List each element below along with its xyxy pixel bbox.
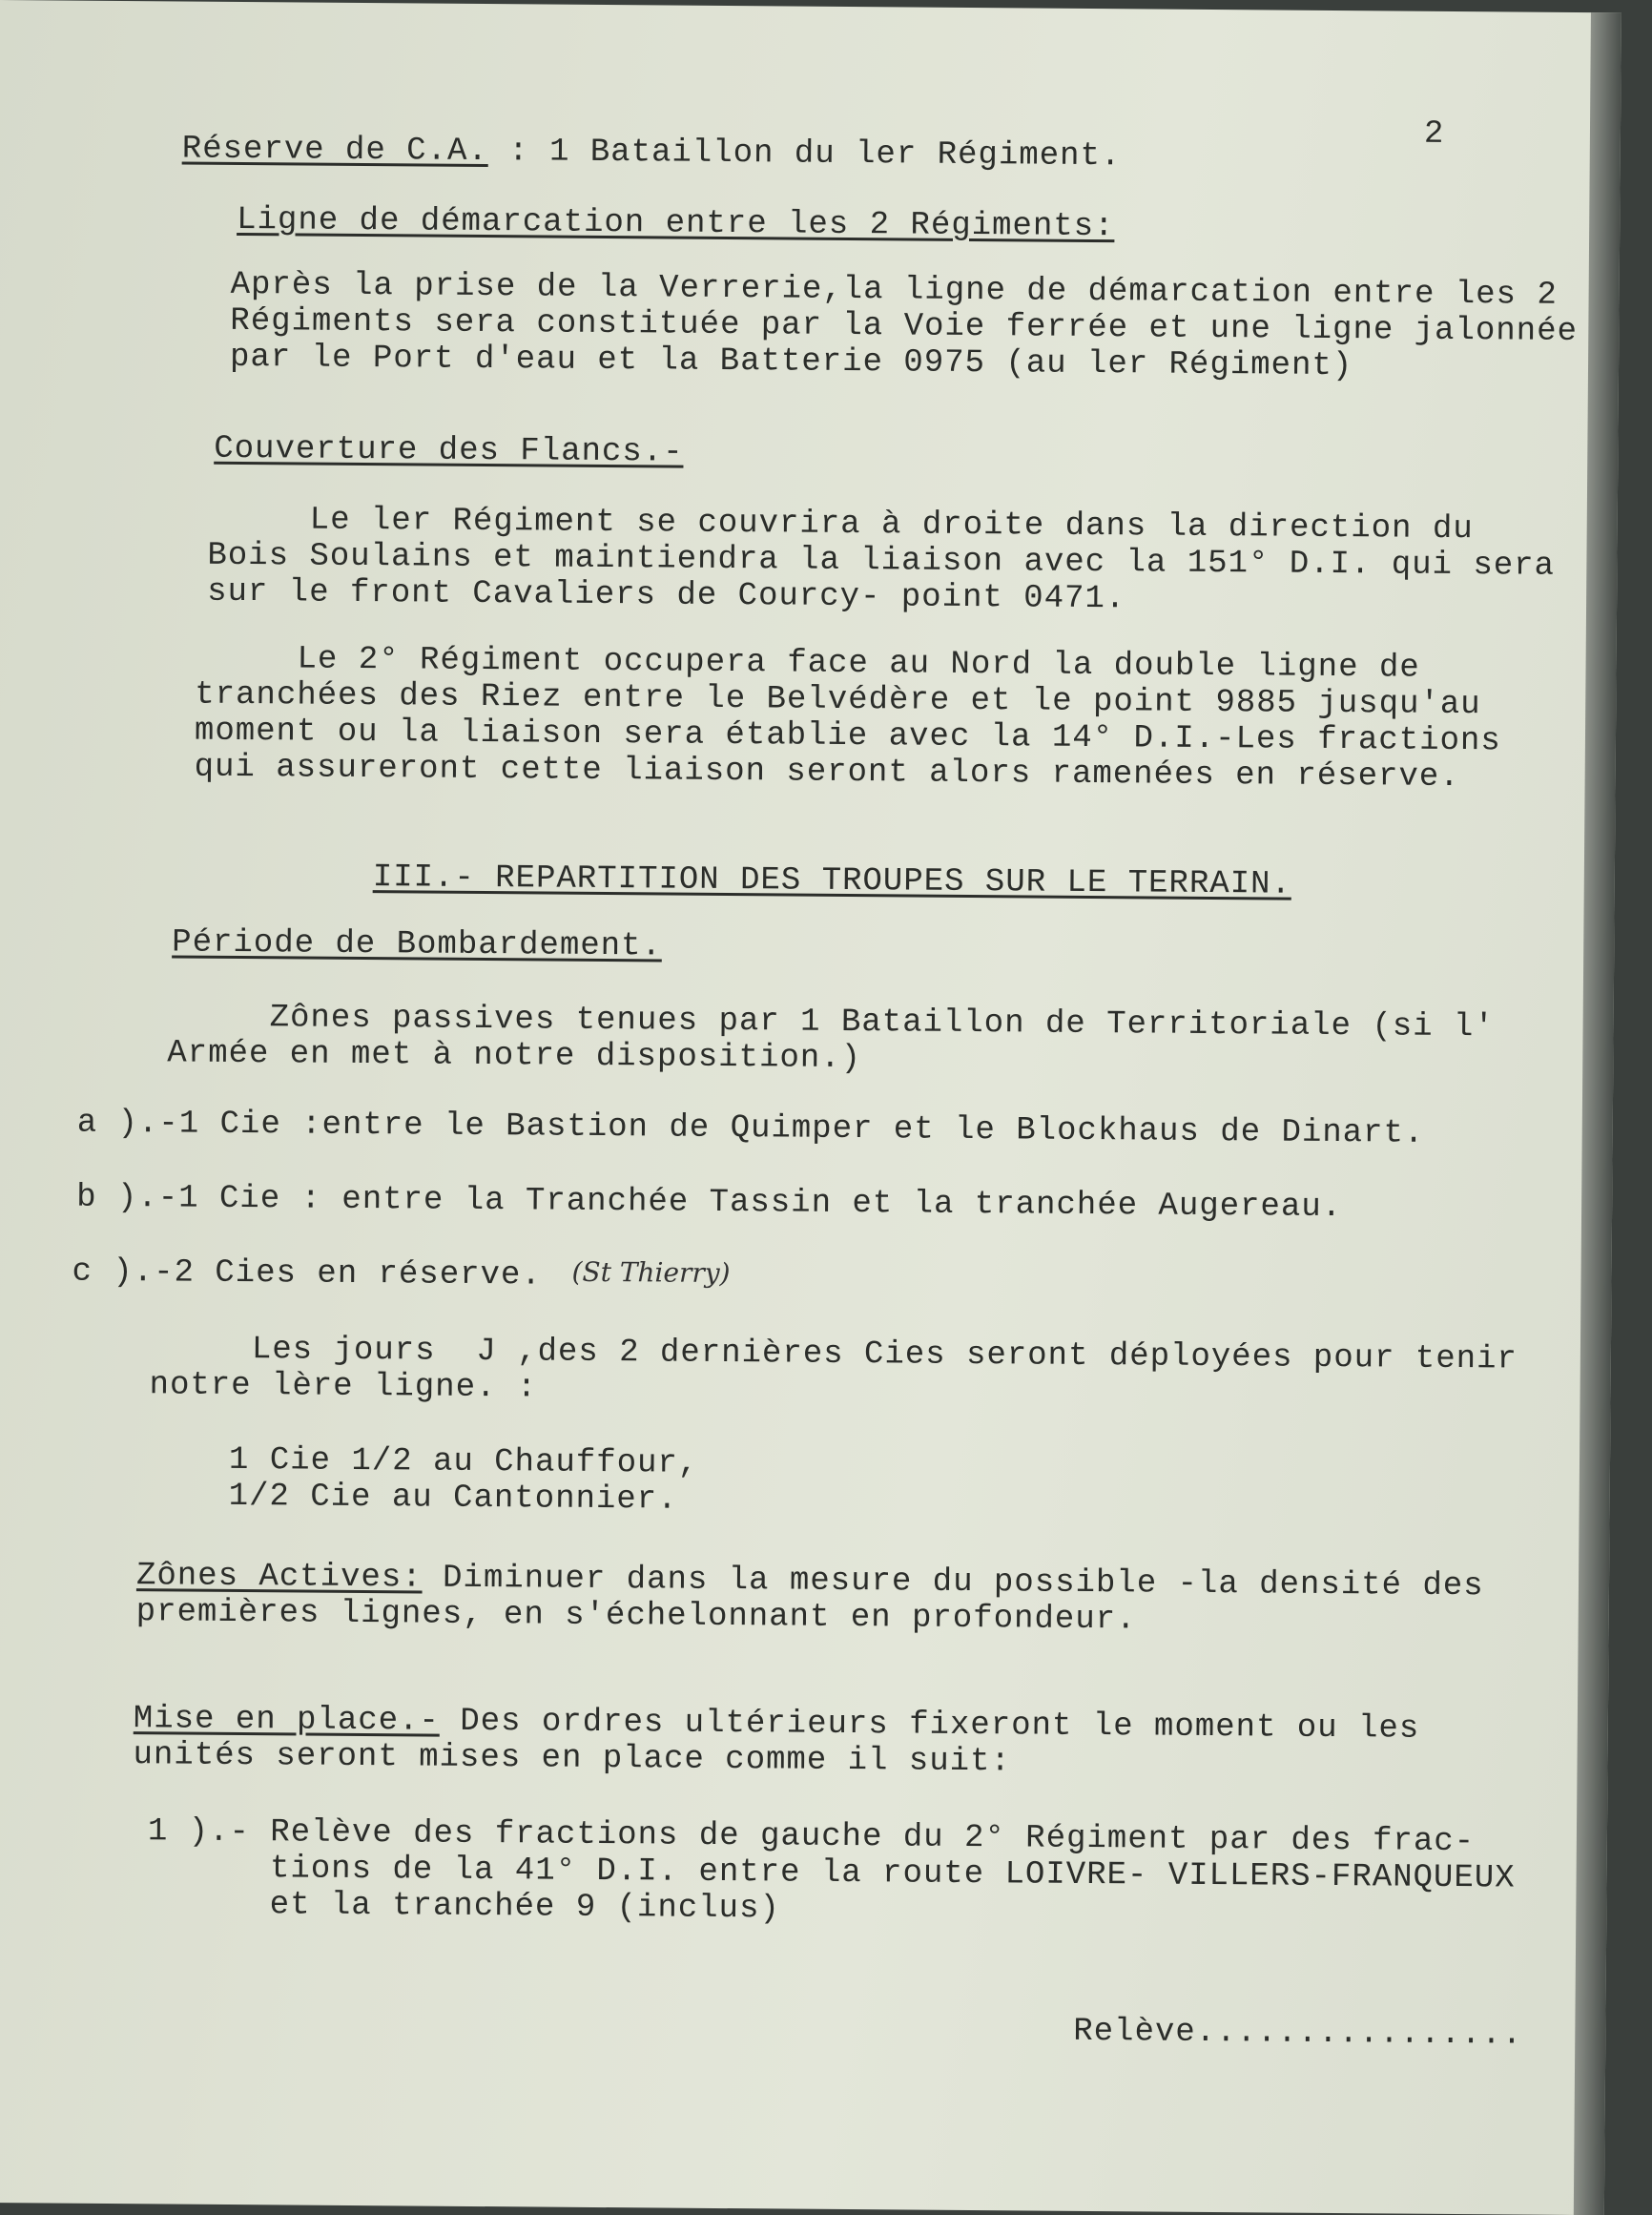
reserve-text: : 1 Bataillon du ler Régiment. [487,134,1122,176]
continuation-footer: Relève................ [1073,2013,1523,2054]
mise-item-1-line-1: 1 ).- Relève des fractions de gauche du 2° Régiment par des frac- [147,1813,1476,1861]
item-b: b ).-1 Cie : entre la Tranchée Tassin et la tranchée Augereau. [75,1179,1343,1227]
zones-actives-label: Zônes Actives: [135,1558,423,1597]
section-3-title: III.- REPARTITION DES TROUPES SUR LE TERRAIN. [372,859,1292,903]
jours-line-1: Les jours J ,des 2 dernières Cies seront déployées pour tenir [149,1331,1518,1378]
couverture-para2-line-2: tranchées des Riez entre le Belvédère et le point 9885 jusqu'au [195,676,1481,724]
bombardement-intro-line-2: Armée en met à notre disposition.) [167,1035,862,1078]
couverture-para1-line-1: Le ler Régiment se couvrira à droite dans la direction du [207,501,1474,549]
couverture-para1-line-2: Bois Soulains et maintiendra la liaison avec la 151° D.I. qui sera [207,537,1556,585]
mise-en-place-text: Des ordres ultérieurs fixeront le moment ou les [439,1703,1420,1748]
item-c: c ).-2 Cies en réserve. [72,1253,542,1294]
placement-line-1: 1 Cie 1/2 au Chauffour, [228,1441,699,1482]
item-a: a ).-1 Cie :entre le Bastion de Quimper et le Blockhaus de Dinart. [76,1105,1425,1152]
bombardement-intro-line-1: Zônes passives tenues par 1 Bataillon de Territoriale (si l' [167,999,1495,1046]
zones-actives-text: Diminuer dans la mesure du possible -la densité des [422,1560,1484,1605]
reserve-line [182,132,1122,176]
demarcation-heading: Ligne de démarcation entre les 2 Régiments: [237,201,1115,246]
demarcation-line-2: Régiments sera constituée par la Voie ferrée et une ligne jalonnée [230,302,1579,351]
demarcation-line-3: par le Port d'eau et la Batterie 0975 (au ler Régiment) [229,339,1353,385]
bombardement-heading: Période de Bombardement. [172,924,663,965]
zones-actives-line-2: premières lignes, en s'échelonnant en profondeur. [135,1594,1137,1639]
couverture-para2-line-3: moment ou la liaison sera établie avec la 14° D.I.-Les fractions [194,713,1501,760]
jours-line-2: notre lère ligne. : [149,1367,538,1407]
demarcation-line-1: Après la prise de la Verrerie,la ligne de démarcation entre les 2 [230,266,1558,314]
couverture-para1-line-3: sur le front Cavaliers de Courcy- point 0471. [206,573,1126,618]
mise-en-place-line-2: unités seront mises en place comme il suit: [133,1737,1012,1781]
mise-item-1-line-3: et la tranchée 9 (inclus) [147,1886,780,1928]
mise-en-place-label: Mise en place.- [133,1701,441,1740]
handwritten-annotation: (St Thierry) [571,1255,731,1290]
couverture-para2-line-1: Le 2° Régiment occupera face au Nord la double ligne de [195,640,1420,687]
placement-line-2: 1/2 Cie au Cantonnier. [228,1478,678,1519]
couverture-heading: Couverture des Flancs.- [214,430,684,471]
page-number: 2 [1423,115,1445,153]
reserve-label: Réserve de C.A. [181,131,488,171]
couverture-para2-line-4: qui assureront cette liaison seront alors ramenées en réserve. [194,749,1460,797]
page-edge-shadow [1574,12,1621,2215]
mise-item-1-line-2: tions de la 41° D.I. entre la route LOIVRE- VILLERS-FRANQUEUX [147,1850,1516,1897]
